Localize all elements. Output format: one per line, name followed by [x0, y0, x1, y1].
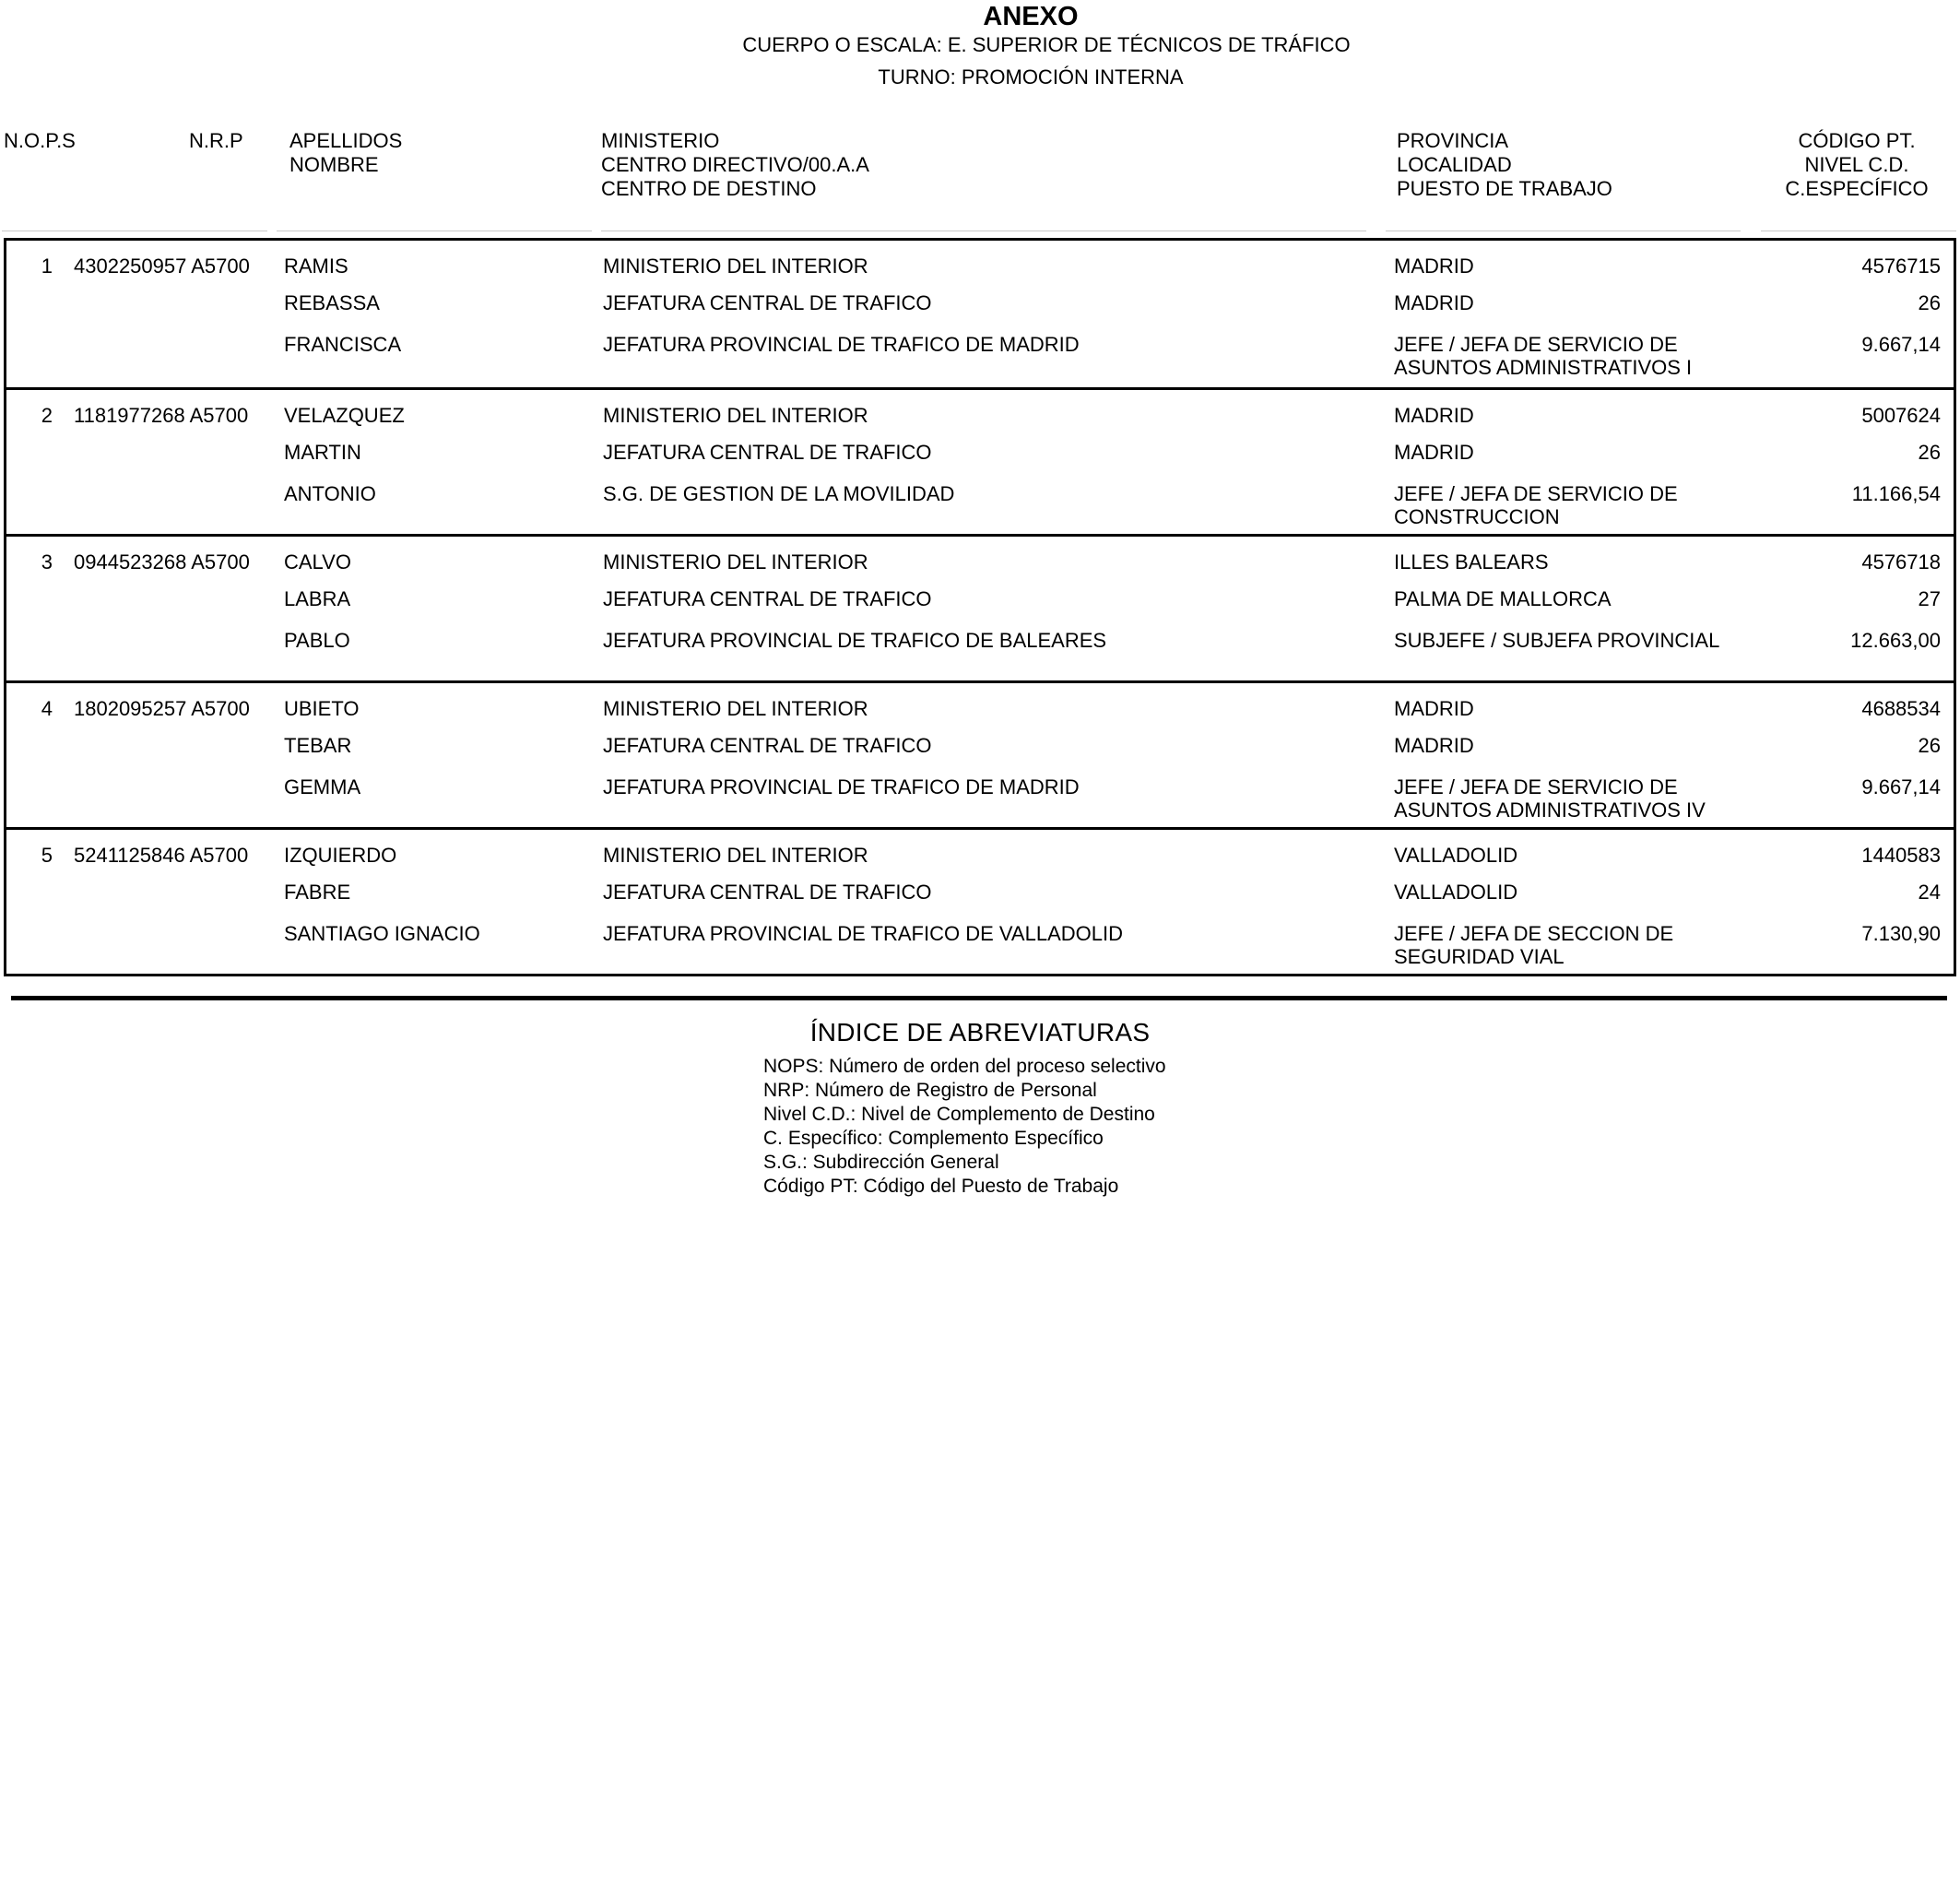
row-nombre: SANTIAGO IGNACIO — [284, 922, 480, 945]
row-ministerio: MINISTERIO DEL INTERIOR — [603, 404, 868, 427]
row-provincia: MADRID — [1394, 697, 1474, 720]
row-localidad: MADRID — [1394, 734, 1474, 757]
row-ministerio: MINISTERIO DEL INTERIOR — [603, 254, 868, 278]
header-codigo: CÓDIGO PT. — [1798, 129, 1916, 152]
row-nrp: 5241125846 A5700 — [74, 844, 249, 867]
row-c-especifico: 9.667,14 — [1861, 775, 1941, 798]
row-codigo-pt: 1440583 — [1861, 844, 1941, 867]
row-puesto-line-1: JEFE / JEFA DE SERVICIO DE — [1394, 482, 1678, 505]
row-apellido-1: RAMIS — [284, 254, 348, 278]
row-nops: 1 — [41, 254, 53, 278]
row-c-especifico: 7.130,90 — [1861, 922, 1941, 945]
row-ministerio: MINISTERIO DEL INTERIOR — [603, 697, 868, 720]
row-nombre: GEMMA — [284, 775, 361, 798]
header-centro-destino: CENTRO DE DESTINO — [601, 177, 817, 200]
row-puesto-line-2: CONSTRUCCION — [1394, 505, 1560, 528]
abbreviation-item: C. Específico: Complemento Específico — [763, 1128, 1104, 1149]
header-localidad: LOCALIDAD — [1397, 153, 1512, 176]
section-divider — [11, 996, 1947, 1000]
row-centro-directivo: JEFATURA CENTRAL DE TRAFICO — [603, 734, 932, 757]
table-row — [6, 387, 1954, 534]
row-provincia: ILLES BALEARS — [1394, 550, 1549, 574]
row-localidad: MADRID — [1394, 441, 1474, 464]
row-nops: 4 — [41, 697, 53, 720]
row-nombre: FRANCISCA — [284, 333, 402, 356]
abbreviation-item: Nivel C.D.: Nivel de Complemento de Destino — [763, 1104, 1155, 1125]
row-nops: 3 — [41, 550, 53, 574]
row-codigo-pt: 4576715 — [1861, 254, 1941, 278]
document-subtitle-cuerpo: CUERPO O ESCALA: E. SUPERIOR DE TÉCNICOS DE TRÁFICO — [742, 33, 1351, 56]
row-apellido-1: IZQUIERDO — [284, 844, 397, 867]
header-especifico: C.ESPECÍFICO — [1785, 177, 1929, 200]
row-nops: 2 — [41, 404, 53, 427]
row-c-especifico: 9.667,14 — [1861, 333, 1941, 356]
row-c-especifico: 12.663,00 — [1850, 629, 1941, 652]
row-nombre: PABLO — [284, 629, 350, 652]
row-provincia: MADRID — [1394, 254, 1474, 278]
row-apellido-1: CALVO — [284, 550, 351, 574]
row-provincia: VALLADOLID — [1394, 844, 1518, 867]
row-nivel-cd: 26 — [1918, 734, 1941, 757]
row-nrp: 1181977268 A5700 — [74, 404, 249, 427]
header-nops: N.O.P.S — [4, 129, 76, 152]
row-centro-destino: JEFATURA PROVINCIAL DE TRAFICO DE MADRID — [603, 333, 1080, 356]
header-puesto: PUESTO DE TRABAJO — [1397, 177, 1612, 200]
row-puesto-line-1: JEFE / JEFA DE SERVICIO DE — [1394, 775, 1678, 798]
row-centro-destino: JEFATURA PROVINCIAL DE TRAFICO DE BALEARES — [603, 629, 1107, 652]
row-codigo-pt: 5007624 — [1861, 404, 1941, 427]
row-centro-destino: JEFATURA PROVINCIAL DE TRAFICO DE MADRID — [603, 775, 1080, 798]
document-subtitle-turno: TURNO: PROMOCIÓN INTERNA — [878, 65, 1184, 89]
row-localidad: PALMA DE MALLORCA — [1394, 587, 1612, 610]
row-centro-directivo: JEFATURA CENTRAL DE TRAFICO — [603, 881, 932, 904]
row-apellido-1: VELAZQUEZ — [284, 404, 405, 427]
row-centro-directivo: JEFATURA CENTRAL DE TRAFICO — [603, 587, 932, 610]
row-puesto-line-2: ASUNTOS ADMINISTRATIVOS IV — [1394, 798, 1706, 822]
row-centro-directivo: JEFATURA CENTRAL DE TRAFICO — [603, 441, 932, 464]
row-apellido-2: LABRA — [284, 587, 351, 610]
abbreviations-list — [763, 1055, 1166, 1199]
document-title: ANEXO — [983, 2, 1079, 31]
row-provincia: MADRID — [1394, 404, 1474, 427]
table-row — [6, 241, 1954, 387]
row-nivel-cd: 27 — [1918, 587, 1941, 610]
row-codigo-pt: 4688534 — [1861, 697, 1941, 720]
row-nops: 5 — [41, 844, 53, 867]
row-c-especifico: 11.166,54 — [1851, 482, 1941, 505]
row-nivel-cd: 26 — [1918, 291, 1941, 314]
row-nrp: 1802095257 A5700 — [74, 697, 250, 720]
header-centro-directivo: CENTRO DIRECTIVO/00.A.A — [601, 153, 869, 176]
row-ministerio: MINISTERIO DEL INTERIOR — [603, 844, 868, 867]
abbreviations-title: ÍNDICE DE ABREVIATURAS — [809, 1018, 1151, 1047]
abbreviation-item: NRP: Número de Registro de Personal — [763, 1080, 1097, 1101]
row-apellido-2: FABRE — [284, 881, 351, 904]
row-nivel-cd: 24 — [1918, 881, 1941, 904]
header-nrp: N.R.P — [189, 129, 243, 152]
row-puesto-line-2: SEGURIDAD VIAL — [1394, 945, 1564, 968]
row-localidad: MADRID — [1394, 291, 1474, 314]
abbreviation-item: Código PT: Código del Puesto de Trabajo — [763, 1176, 1119, 1197]
row-apellido-2: MARTIN — [284, 441, 361, 464]
row-nivel-cd: 26 — [1918, 441, 1941, 464]
row-apellido-2: REBASSA — [284, 291, 380, 314]
table-row — [6, 534, 1954, 680]
abbreviation-item: NOPS: Número de orden del proceso selectivo — [763, 1056, 1166, 1077]
row-centro-destino: JEFATURA PROVINCIAL DE TRAFICO DE VALLADOLID — [603, 922, 1123, 945]
row-apellido-2: TEBAR — [284, 734, 352, 757]
row-nombre: ANTONIO — [284, 482, 376, 505]
table-row — [6, 827, 1954, 974]
row-centro-destino: S.G. DE GESTION DE LA MOVILIDAD — [603, 482, 955, 505]
records-table — [4, 238, 1956, 976]
row-puesto-line-2: ASUNTOS ADMINISTRATIVOS I — [1394, 356, 1693, 379]
row-puesto-line-1: JEFE / JEFA DE SERVICIO DE — [1394, 333, 1678, 356]
abbreviation-item: S.G.: Subdirección General — [763, 1152, 999, 1173]
row-localidad: VALLADOLID — [1394, 881, 1518, 904]
row-ministerio: MINISTERIO DEL INTERIOR — [603, 550, 868, 574]
row-apellido-1: UBIETO — [284, 697, 360, 720]
table-row — [6, 680, 1954, 827]
row-codigo-pt: 4576718 — [1861, 550, 1941, 574]
header-provincia: PROVINCIA — [1397, 129, 1509, 152]
row-nrp: 4302250957 A5700 — [74, 254, 250, 278]
header-nivel: NIVEL C.D. — [1804, 153, 1909, 176]
header-ministerio: MINISTERIO — [601, 129, 720, 152]
row-puesto-line-1: JEFE / JEFA DE SECCION DE — [1394, 922, 1674, 945]
row-nrp: 0944523268 A5700 — [74, 550, 250, 574]
row-centro-directivo: JEFATURA CENTRAL DE TRAFICO — [603, 291, 932, 314]
row-puesto-line-1: SUBJEFE / SUBJEFA PROVINCIAL — [1394, 629, 1720, 652]
header-nombre: NOMBRE — [289, 153, 379, 176]
header-apellidos: APELLIDOS — [289, 129, 403, 152]
